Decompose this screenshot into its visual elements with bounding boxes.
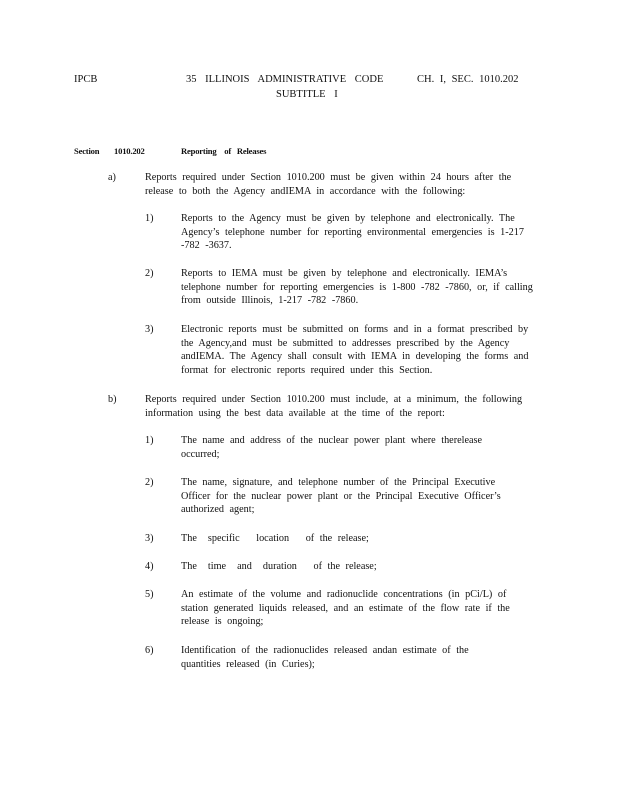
list-item-marker: 6) [145,645,154,656]
subsection-b-marker: b) [108,394,117,405]
header-code-title: 35 ILLINOIS ADMINISTRATIVE CODE [186,74,384,85]
subsection-a-marker: a) [108,172,116,183]
list-item-marker: 4) [145,561,154,572]
list-item-text: The specific location of the release; [181,533,369,544]
list-item-text: Reports to the Agency must be given by telephone and electronically. The Agency’s telephone number for reporting environmental emergencies is 1-217 -782 -3637. [181,213,524,251]
subsection-b-text: Reports required under Section 1010.200 must include, at a minimum, the following information using the best data available at the time of the report: [145,394,523,419]
list-item-marker: 1) [145,435,154,446]
header-chapter-section: CH. I, SEC. 1010.202 [417,74,519,85]
list-item [145,644,545,672]
list-item-text: The time and duration of the release; [181,561,377,572]
list-item-text: Reports to IEMA must be given by telephone and electronically. IEMA’s telephone number for reporting emergencies is 1-800 -782 -7860, or, if calling from outside Illinois, 1-217 -782 -7860. [181,268,533,306]
list-item-marker: 2) [145,268,154,279]
list-item [145,212,545,253]
list-item-text: Identification of the radionuclides released andan estimate of the quantities released (in Curies); [181,645,469,670]
list-item-text: An estimate of the volume and radionuclide concentrations (in pCi/L) of station generated liquids released, and an estimate of the flow rate if the release is ongoing; [181,589,510,627]
subsection-a-text: Reports required under Section 1010.200 must be given within 24 hours after the release to both the Agency andIEMA in accordance with the following: [145,172,512,197]
list-item [145,434,545,462]
subsection-a [108,171,540,199]
list-item-text: The name, signature, and telephone number of the Principal Executive Officer for the nuclear power plant or the Principal Executive Officer’s authorized agent; [181,477,501,515]
section-label: Section [74,146,100,156]
list-item-marker: 1) [145,213,154,224]
list-item [145,267,545,308]
list-item-text: Electronic reports must be submitted on forms and in a format prescribed by the Agency,and must be submitted to addresses prescribed by the Agency andIEMA. The Agency shall consult with IEMA in developing the forms and format for electronic reports required under this Section. [181,324,529,376]
header-agency: IPCB [74,74,98,85]
header-subtitle: SUBTITLE I [276,89,338,100]
section-title: Reporting of Releases [181,146,267,156]
list-item [145,323,545,379]
list-item [145,532,545,546]
list-item-text: The name and address of the nuclear power plant where therelease occurred; [181,435,482,460]
list-item-marker: 3) [145,324,154,335]
list-item [145,560,545,574]
list-item-marker: 5) [145,589,154,600]
list-item-marker: 3) [145,533,154,544]
list-item [145,476,545,518]
section-number: 1010.202 [114,146,145,156]
list-item-marker: 2) [145,477,154,488]
subsection-b [108,393,540,421]
list-item [145,588,545,630]
